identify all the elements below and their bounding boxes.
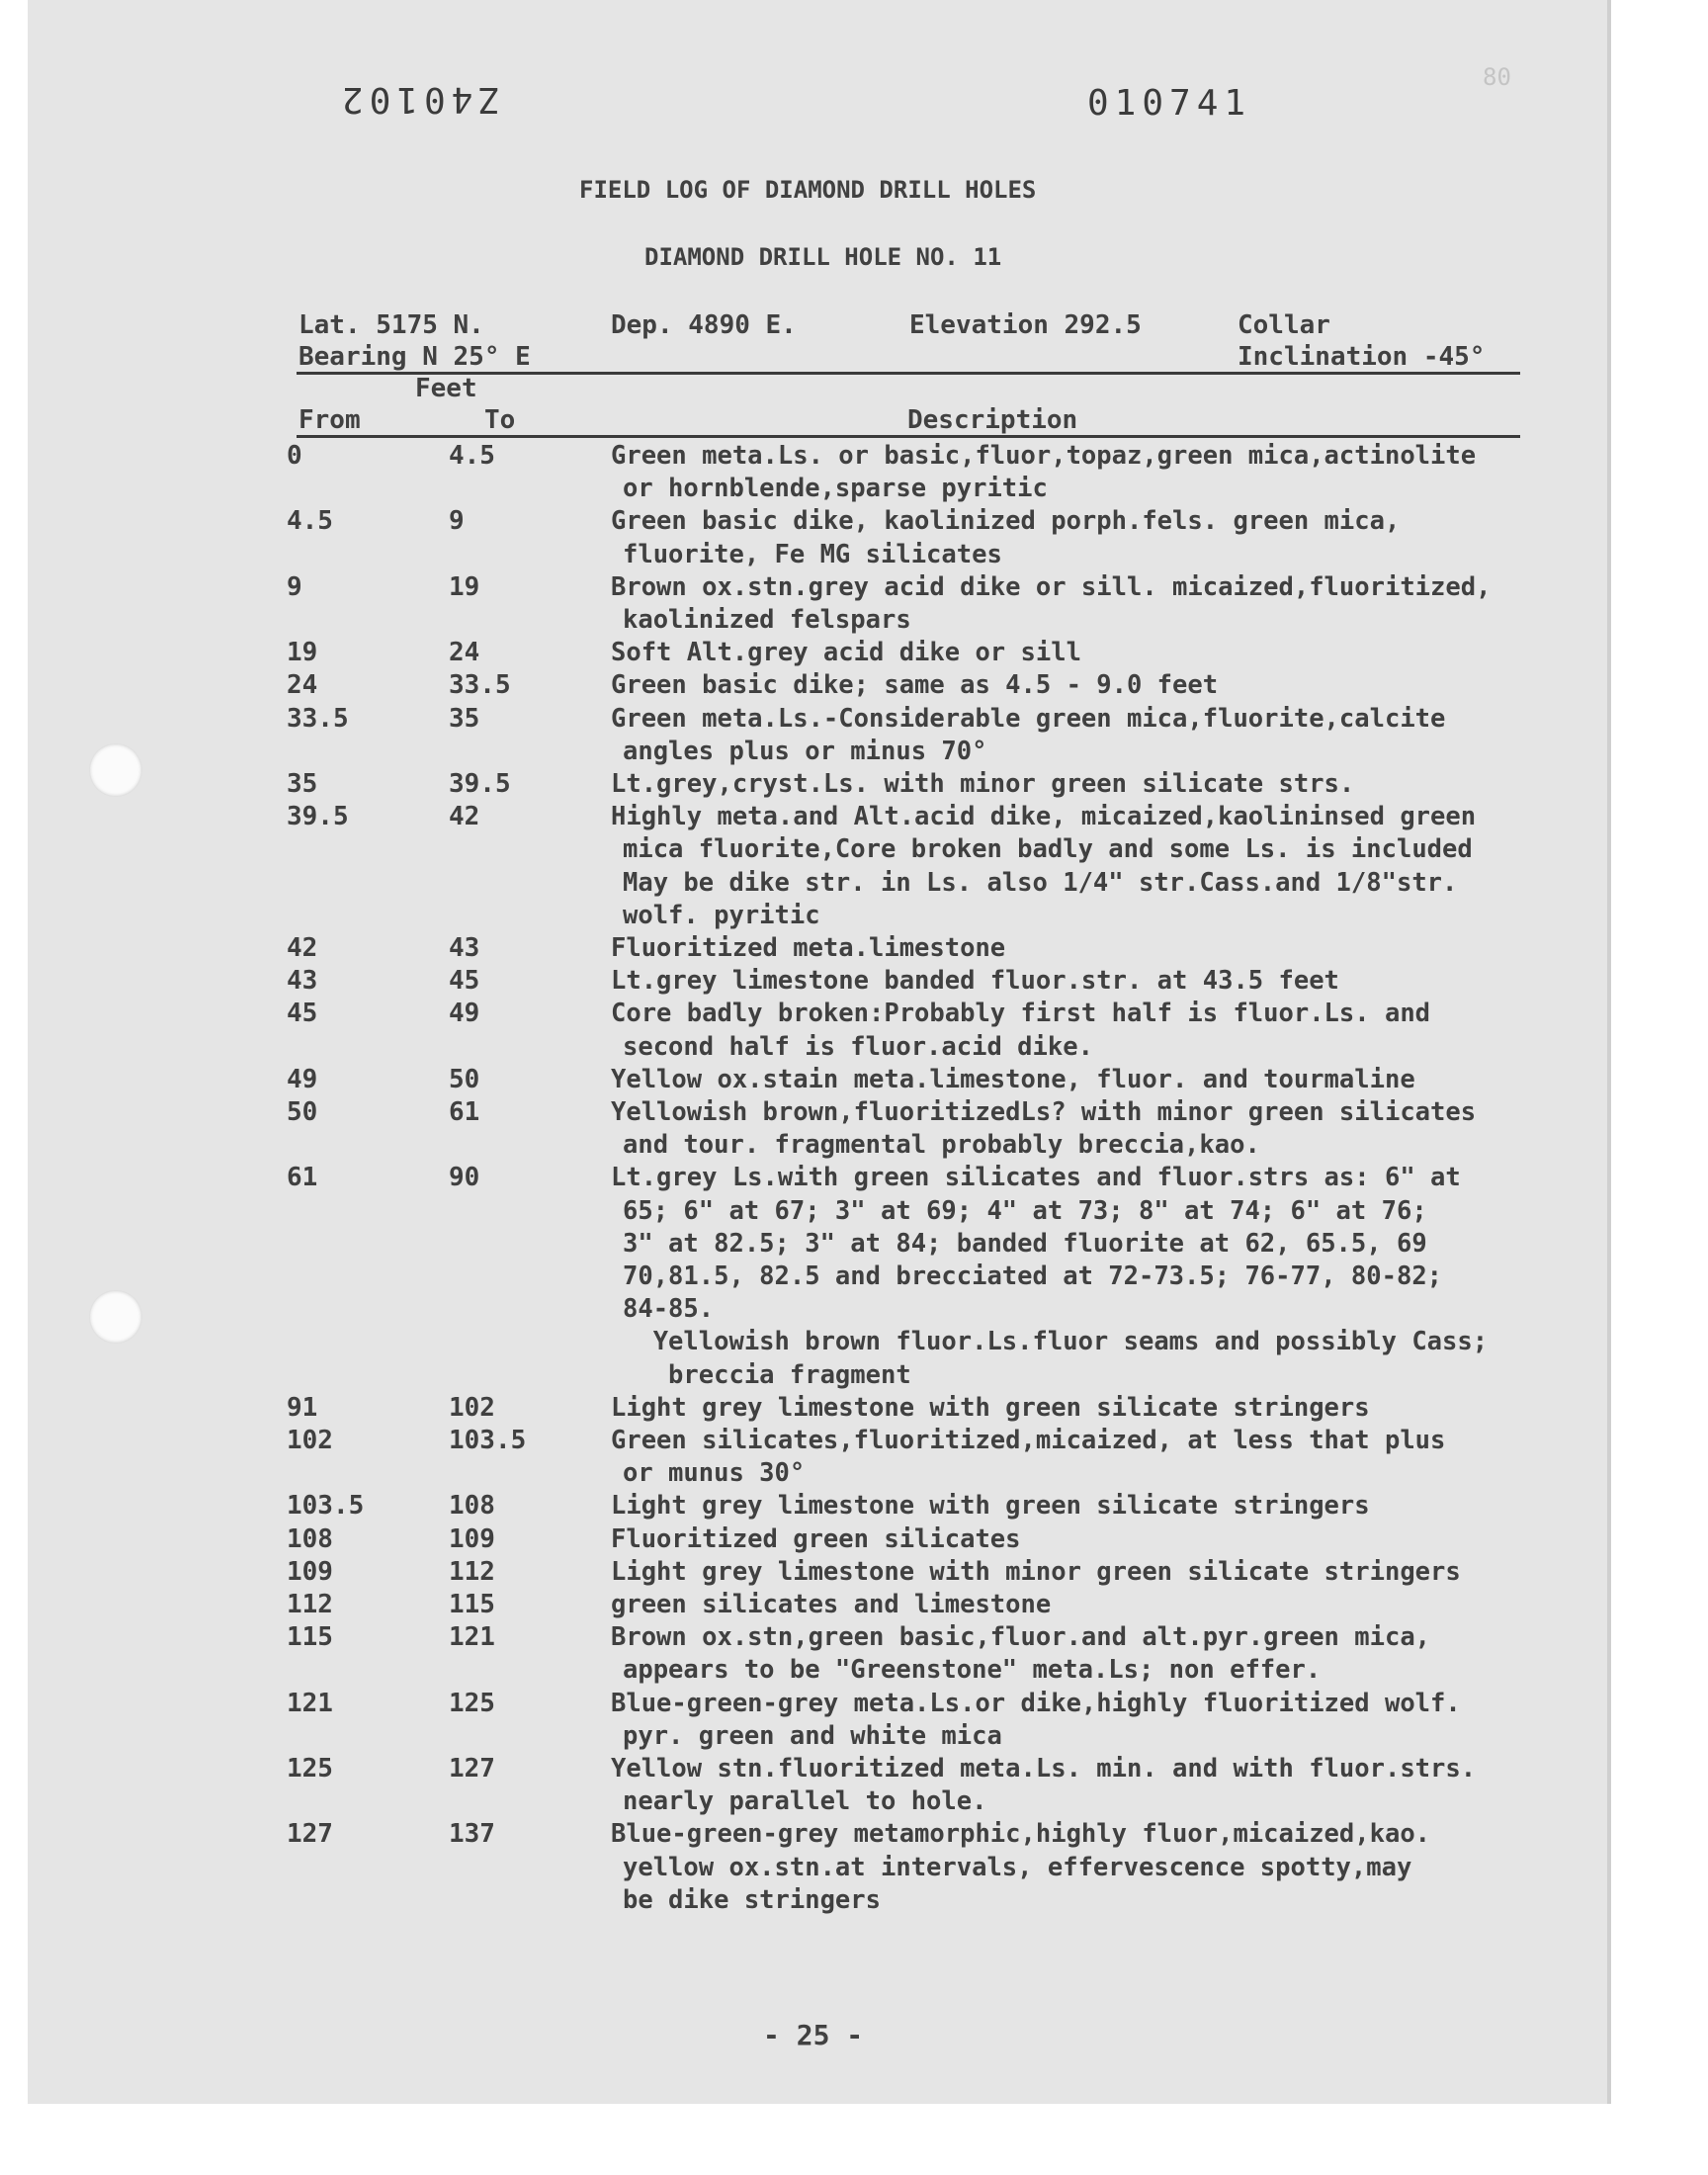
description-line: be dike stringers <box>623 1884 881 1915</box>
to-feet: 49 <box>449 999 480 1029</box>
to-feet: 39.5 <box>449 769 511 799</box>
punch-hole-upper <box>89 743 142 797</box>
to-feet: 127 <box>449 1754 495 1784</box>
description-line: breccia fragment <box>623 1359 911 1390</box>
description-line: angles plus or minus 70° <box>623 736 987 766</box>
from-feet: 42 <box>287 933 318 963</box>
description-line: Highly meta.and Alt.acid dike, micaized,kaolininsed green <box>611 802 1477 832</box>
description-line: mica fluorite,Core broken badly and some Ls. is included <box>623 834 1473 865</box>
from-feet: 109 <box>287 1556 333 1587</box>
description-line: Green silicates,fluoritized,micaized, at less that plus <box>611 1426 1446 1455</box>
description-line: Lt.grey limestone banded fluor.str. at 43.5 feet <box>611 966 1339 997</box>
description-line: Soft Alt.grey acid dike or sill <box>611 638 1081 668</box>
from-feet: 24 <box>287 670 318 701</box>
to-feet: 45 <box>449 966 480 997</box>
from-feet: 50 <box>287 1097 318 1127</box>
description-line: Green basic dike, kaolinized porph.fels. green mica, <box>611 506 1401 537</box>
column-from: From <box>299 405 361 435</box>
description-line: Core badly broken:Probably first half is fluor.Ls. and <box>611 999 1431 1029</box>
from-feet: 4.5 <box>287 506 333 537</box>
to-feet: 102 <box>449 1392 495 1423</box>
corner-mark-left: Z40102 <box>336 79 501 120</box>
from-feet: 103.5 <box>287 1491 365 1522</box>
to-feet: 43 <box>449 933 480 963</box>
from-feet: 112 <box>287 1590 333 1619</box>
to-feet: 90 <box>449 1163 480 1193</box>
description-line: pyr. green and white mica <box>623 1720 1002 1751</box>
description-line: 65; 6" at 67; 3" at 69; 4" at 73; 8" at 74; 6" at 76; <box>623 1195 1427 1226</box>
page-number: - 25 - <box>763 2019 864 2051</box>
collar-inclination: Inclination -45° <box>1238 342 1486 372</box>
to-feet: 103.5 <box>449 1426 527 1455</box>
description-line: Green meta.Ls.-Considerable green mica,fluorite,calcite <box>611 703 1446 734</box>
punch-hole-lower <box>89 1290 142 1344</box>
to-feet: 33.5 <box>449 670 511 701</box>
description-line: appears to be "Greenstone" meta.Ls; non effer. <box>623 1655 1322 1686</box>
description-line: Green meta.Ls. or basic,fluor,topaz,green mica,actinolite <box>611 441 1477 471</box>
description-line: kaolinized felspars <box>623 605 911 635</box>
header-rule-lower <box>297 435 1520 438</box>
from-feet: 43 <box>287 966 318 997</box>
from-feet: 33.5 <box>287 703 349 734</box>
to-feet: 9 <box>449 506 465 537</box>
from-feet: 19 <box>287 638 318 668</box>
to-feet: 125 <box>449 1688 495 1718</box>
corner-mark-right: 010741 <box>1087 83 1252 124</box>
description-line: Yellow stn.fluoritized meta.Ls. min. and with fluor.strs. <box>611 1754 1477 1784</box>
corner-faint-mark: 80 <box>1483 63 1511 91</box>
to-feet: 61 <box>449 1097 480 1127</box>
from-feet: 121 <box>287 1688 333 1718</box>
description-line: nearly parallel to hole. <box>623 1786 987 1817</box>
from-feet: 9 <box>287 571 302 602</box>
from-feet: 115 <box>287 1622 333 1653</box>
page-title: FIELD LOG OF DIAMOND DRILL HOLES <box>579 176 1037 204</box>
description-line: second half is fluor.acid dike. <box>623 1031 1093 1062</box>
description-line: fluorite, Fe MG silicates <box>623 539 1002 569</box>
description-line: Yellow ox.stain meta.limestone, fluor. and tourmaline <box>611 1064 1415 1094</box>
description-line: 3" at 82.5; 3" at 84; banded fluorite at 62, 65.5, 69 <box>623 1228 1427 1259</box>
from-feet: 108 <box>287 1523 333 1554</box>
from-feet: 0 <box>287 441 302 471</box>
description-line: Light grey limestone with minor green silicate stringers <box>611 1556 1461 1587</box>
description-line: Yellowish brown fluor.Ls.fluor seams and possibly Cass; <box>623 1327 1489 1357</box>
from-feet: 61 <box>287 1163 318 1193</box>
description-line: wolf. pyritic <box>623 900 820 930</box>
description-line: May be dike str. in Ls. also 1/4" str.Cass.and 1/8"str. <box>623 867 1458 898</box>
description-line: 84-85. <box>623 1294 715 1325</box>
to-feet: 19 <box>449 571 480 602</box>
from-feet: 45 <box>287 999 318 1029</box>
description-line: Brown ox.stn.grey acid dike or sill. micaized,fluoritized, <box>611 571 1492 602</box>
description-line: Blue-green-grey metamorphic,highly fluor,micaized,kao. <box>611 1819 1431 1850</box>
page-subtitle: DIAMOND DRILL HOLE NO. 11 <box>644 243 1002 271</box>
to-feet: 50 <box>449 1064 480 1094</box>
description-line: Light grey limestone with green silicate stringers <box>611 1491 1370 1522</box>
description-line: or hornblende,sparse pyritic <box>623 474 1048 504</box>
to-feet: 4.5 <box>449 441 495 471</box>
collar-label: Collar <box>1238 310 1330 340</box>
to-feet: 109 <box>449 1523 495 1554</box>
from-feet: 127 <box>287 1819 333 1850</box>
to-feet: 121 <box>449 1622 495 1653</box>
from-feet: 102 <box>287 1426 333 1455</box>
description-line: yellow ox.stn.at intervals, effervescence spotty,may <box>623 1852 1412 1882</box>
description-line: Green basic dike; same as 4.5 - 9.0 feet <box>611 670 1219 701</box>
description-line: Fluoritized meta.limestone <box>611 933 1006 963</box>
from-feet: 125 <box>287 1754 333 1784</box>
to-feet: 42 <box>449 802 480 832</box>
collar-dep: Dep. 4890 E. <box>611 310 797 340</box>
description-line: Lt.grey,cryst.Ls. with minor green silicate strs. <box>611 769 1355 799</box>
to-feet: 35 <box>449 703 480 734</box>
description-line: Fluoritized green silicates <box>611 1523 1021 1554</box>
collar-elevation: Elevation 292.5 <box>909 310 1142 340</box>
to-feet: 115 <box>449 1590 495 1619</box>
description-line: 70,81.5, 82.5 and brecciated at 72-73.5; 76-77, 80-82; <box>623 1262 1443 1291</box>
column-feet: Feet <box>415 374 477 403</box>
description-line: Brown ox.stn,green basic,fluor.and alt.pyr.green mica, <box>611 1622 1431 1653</box>
description-line: green silicates and limestone <box>611 1590 1052 1619</box>
description-line: Light grey limestone with green silicate stringers <box>611 1392 1370 1423</box>
header-rule-upper <box>297 372 1520 375</box>
from-feet: 49 <box>287 1064 318 1094</box>
description-line: Yellowish brown,fluoritizedLs? with minor green silicates <box>611 1097 1477 1127</box>
collar-bearing: Bearing N 25° E <box>299 342 531 372</box>
to-feet: 24 <box>449 638 480 668</box>
column-to: To <box>484 405 516 435</box>
from-feet: 91 <box>287 1392 318 1423</box>
to-feet: 112 <box>449 1556 495 1587</box>
to-feet: 108 <box>449 1491 495 1522</box>
column-description: Description <box>907 405 1078 435</box>
from-feet: 39.5 <box>287 802 349 832</box>
description-line: Lt.grey Ls.with green silicates and fluor.strs as: 6" at <box>611 1163 1461 1193</box>
description-line: Blue-green-grey meta.Ls.or dike,highly fluoritized wolf. <box>611 1688 1461 1718</box>
description-line: or munus 30° <box>623 1458 806 1489</box>
description-line: and tour. fragmental probably breccia,kao. <box>623 1130 1260 1161</box>
collar-lat: Lat. 5175 N. <box>299 310 484 340</box>
from-feet: 35 <box>287 769 318 799</box>
to-feet: 137 <box>449 1819 495 1850</box>
